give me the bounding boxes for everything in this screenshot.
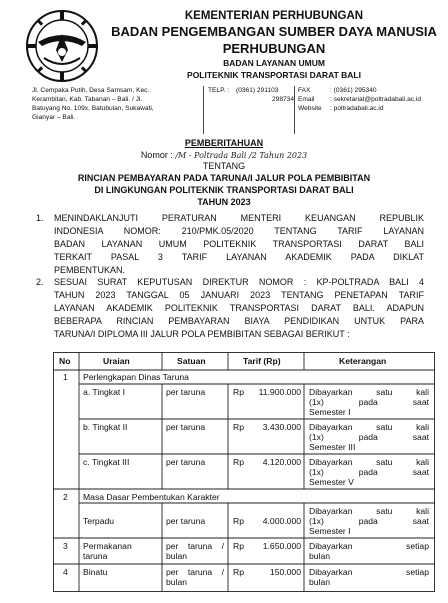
institution-name: POLITEKNIK TRANSPORTASI DARAT BALI: [187, 70, 361, 80]
fee-table: [53, 352, 435, 592]
kemenhub-logo-icon: [24, 8, 100, 84]
paragraph-1-line: BADAN LAYANAN UMUM POLITEKNIK TRANSPORTASI DARAT BALI: [54, 239, 424, 249]
contact-info: [30, 86, 440, 134]
satuan-cell: bulan: [166, 577, 188, 587]
fax-label: FAX: [298, 87, 311, 94]
paragraph-2-line: TARUNA/I DIPLOMA III JALUR POLA PEMBIBITAN SEBAGAI BERIKUT :: [54, 329, 350, 339]
currency-label: Rp: [233, 567, 244, 577]
notice-title: PEMBERITAHUAN: [184, 138, 264, 148]
keterangan-line: Dibayarkan satu kali: [309, 387, 429, 397]
uraian-cell: taruna: [83, 551, 108, 561]
email-label: Email: [298, 96, 315, 103]
tentang-label: TENTANG: [202, 161, 246, 171]
satuan-cell: per taruna: [166, 516, 206, 526]
header-no: No: [59, 356, 71, 366]
row-number: 3: [63, 541, 68, 551]
paragraph-1-line: MENINDAKLANJUTI PERATURAN MENTERI KEUANGAN REPUBLIK: [54, 213, 424, 223]
keterangan-line: Semester I: [309, 407, 351, 417]
address-line-4: Gianyar – Bali.: [32, 114, 76, 121]
amount-cell: 11.900.000: [258, 387, 301, 397]
header-uraian: Uraian: [103, 356, 130, 366]
keterangan-line: bulan: [309, 551, 331, 561]
keterangan-line: Semester III: [309, 442, 356, 452]
address-line-3: Batuyang No. 109x, Batubulan, Sukawati,: [32, 105, 154, 112]
keterangan-line: (1x) pada saat: [309, 467, 429, 477]
currency-label: Rp: [233, 541, 244, 551]
header-satuan: Satuan: [177, 356, 206, 366]
satuan-cell: per taruna /: [166, 567, 224, 577]
subject-line-1: RINCIAN PEMBAYARAN PADA TARUNA/I JALUR POLA PEMBIBITAN: [77, 173, 371, 183]
keterangan-line: Semester V: [309, 477, 354, 487]
website-value[interactable]: : poltradabali.ac.id: [330, 105, 384, 112]
amount-cell: 4.120.000: [262, 457, 301, 467]
nomor-value: /M - Poltrada Bali /2 Tahun 2023: [175, 151, 308, 160]
currency-label: Rp: [233, 457, 244, 467]
row-number: 4: [63, 567, 68, 577]
keterangan-line: Semester I: [309, 526, 351, 536]
paragraph-2-line: BEBERAPA RINCIAN PEMBAYARAN BIAYA PENDIDIKAN UNTUK PARA: [54, 316, 424, 326]
keterangan-line: Dibayarkan setiap: [309, 541, 429, 551]
uraian-cell: Terpadu: [83, 516, 115, 526]
paragraph-2: [36, 276, 436, 342]
keterangan-line: Dibayarkan satu kali: [309, 422, 429, 432]
uraian-cell: Binatu: [83, 567, 108, 577]
row-number: 2: [63, 492, 68, 502]
uraian-cell: c. Tingkat III: [83, 457, 130, 467]
keterangan-line: (1x) pada saat: [309, 432, 429, 442]
fax-value: : (0361) 295340: [330, 87, 377, 94]
section-title: Masa Dasar Pembentukan Karakter: [83, 492, 220, 502]
subject-line-2: DI LINGKUNGAN POLITEKNIK TRANSPORTASI DARAT BALI: [94, 185, 354, 195]
ministry-name: KEMENTERIAN PERHUBUNGAN: [184, 10, 364, 22]
satuan-cell: bulan: [166, 551, 188, 561]
amount-cell: 1.650.000: [262, 541, 301, 551]
keterangan-line: Dibayarkan satu kali: [309, 457, 429, 467]
header-tarif: Tarif (Rp): [243, 356, 281, 366]
header-keterangan: Keterangan: [339, 356, 387, 366]
keterangan-line: Dibayarkan setiap: [309, 567, 429, 577]
telp-value-2: 298734: [272, 96, 295, 103]
paragraph-2-line: LAYANAN AKADEMIK POLITEKNIK TRANSPORTASI DARAT BALI. ADAPUN: [54, 303, 424, 313]
keterangan-line: Dibayarkan satu kali: [309, 506, 429, 516]
currency-label: Rp: [233, 387, 244, 397]
amount-cell: 3.430.000: [262, 422, 301, 432]
telp-label: TELP. :: [208, 87, 230, 94]
keterangan-line: bulan: [309, 577, 331, 587]
paragraph-1-line: INDONESIA NOMOR: 210/PMK.05/2020 TENTANG TARIF LAYANAN: [54, 226, 424, 236]
paragraph-1-number: 1.: [36, 213, 44, 223]
amount-cell: 150.000: [269, 567, 301, 577]
row-number: 1: [63, 372, 68, 382]
paragraph-1-line: TERKAIT PASAL 3 TARIF LAYANAN AKADEMIK PADA DIKLAT: [54, 252, 424, 262]
keterangan-line: (1x) pada saat: [309, 516, 429, 526]
uraian-cell: b. Tingkat II: [83, 422, 128, 432]
notice-number: [0, 150, 448, 160]
agency-name-line2: PERHUBUNGAN: [222, 41, 326, 56]
keterangan-line: (1x) pada saat: [309, 397, 429, 407]
satuan-cell: per taruna: [166, 457, 206, 467]
paragraph-2-line: SESUAI SURAT KEPUTUSAN DIREKTUR NOMOR : KP-POLTRADA BALI 4: [54, 277, 424, 287]
paragraph-2-number: 2.: [36, 277, 44, 287]
blu-name: BADAN LAYANAN UMUM: [223, 58, 325, 68]
section-title: Perlengkapan Dinas Taruna: [83, 372, 189, 382]
telp-value-1: (0361) 291103: [236, 87, 279, 94]
currency-label: Rp: [233, 516, 244, 526]
satuan-cell: per taruna: [166, 387, 206, 397]
address-line-1: Jl. Cempaka Putih, Desa Samsam, Kec.: [32, 87, 150, 94]
satuan-cell: per taruna /: [166, 541, 224, 551]
uraian-cell: a. Tingkat I: [83, 387, 126, 397]
address-line-2: Kerambitan, Kab. Tabanan – Bali. / Jl.: [32, 96, 143, 103]
paragraph-2-line: TAHUN 2023 TANGGAL 05 JANUARI 2023 TENTANG PENETAPAN TARIF: [54, 290, 424, 300]
email-value[interactable]: : sekretariat@poltradabali.ac.id: [330, 96, 421, 103]
uraian-cell: Permakanan: [83, 541, 132, 551]
nomor-label: Nomor :: [140, 150, 173, 160]
paragraph-1: [36, 212, 436, 282]
paragraph-1-line: PEMBENTUKAN.: [54, 265, 126, 275]
agency-name: BADAN PENGEMBANGAN SUMBER DAYA MANUSIA: [111, 24, 437, 39]
website-label: Website: [298, 105, 322, 112]
currency-label: Rp: [233, 422, 244, 432]
subject-line-3: TAHUN 2023: [197, 197, 251, 207]
amount-cell: 4.000.000: [262, 516, 301, 526]
satuan-cell: per taruna: [166, 422, 206, 432]
